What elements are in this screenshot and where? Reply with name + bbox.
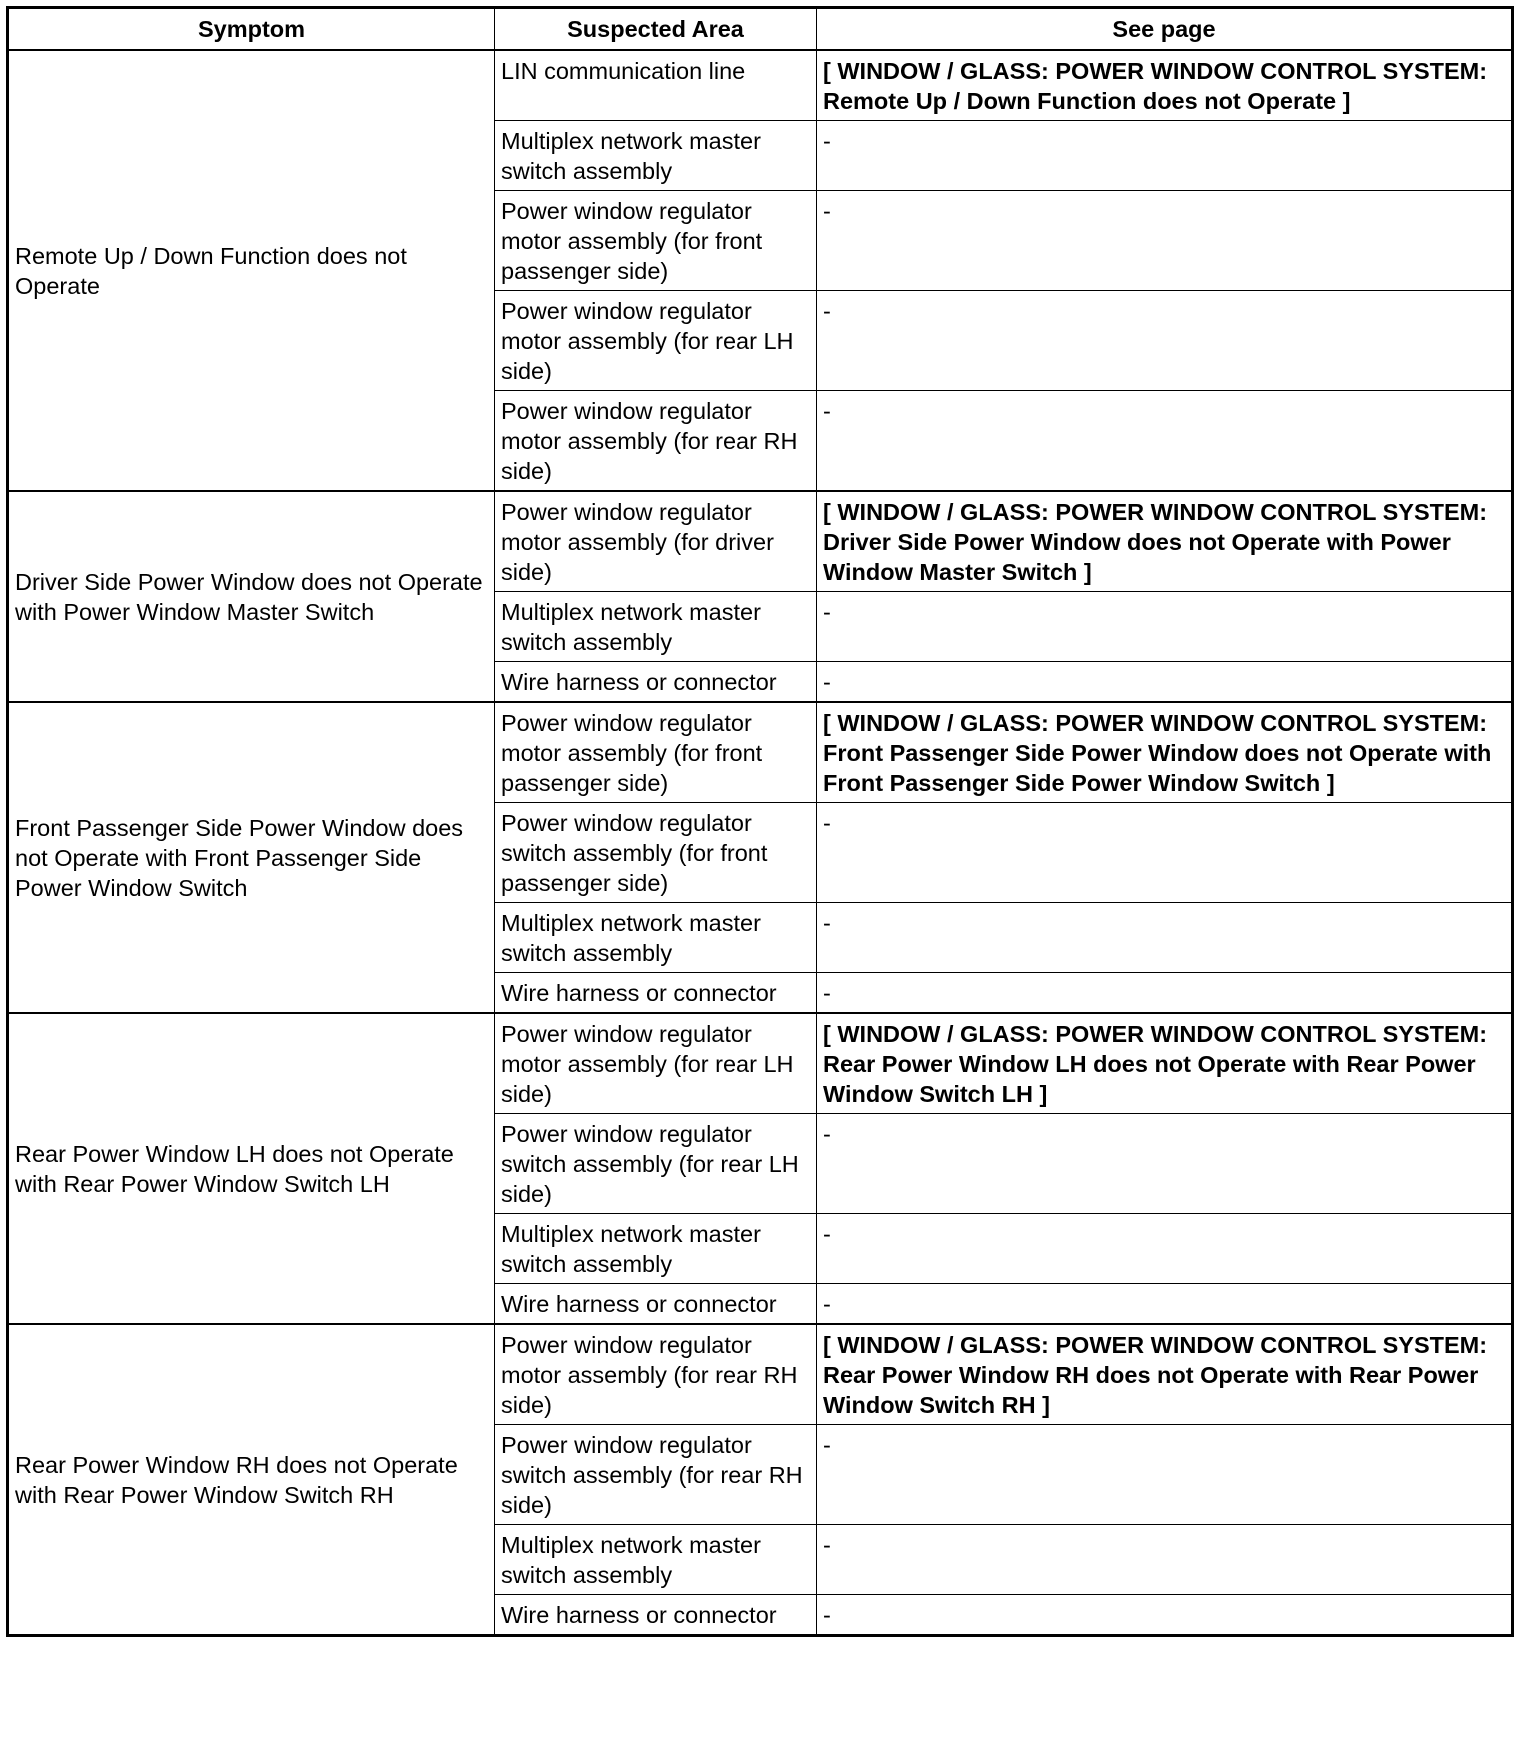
see-page-cell: - bbox=[817, 1425, 1513, 1525]
symptom-cell: Rear Power Window RH does not Operate with Rear Power Window Switch RH bbox=[8, 1324, 495, 1636]
suspected-area-cell: Wire harness or connector bbox=[495, 1595, 817, 1636]
see-page-cell: - bbox=[817, 903, 1513, 973]
suspected-area-cell: Power window regulator switch assembly (for rear LH side) bbox=[495, 1114, 817, 1214]
diagnosis-table bbox=[6, 6, 1514, 1637]
see-page-cell: - bbox=[817, 1595, 1513, 1636]
suspected-area-cell: Multiplex network master switch assembly bbox=[495, 903, 817, 973]
see-page-cell: - bbox=[817, 121, 1513, 191]
symptom-cell: Remote Up / Down Function does not Operate bbox=[8, 50, 495, 491]
see-page-cell: - bbox=[817, 803, 1513, 903]
see-page-cell: - bbox=[817, 391, 1513, 492]
suspected-area-cell: Power window regulator motor assembly (for front passenger side) bbox=[495, 191, 817, 291]
see-page-link[interactable]: [ WINDOW / GLASS: POWER WINDOW CONTROL SYSTEM: Rear Power Window LH does not Operate with Rear Power Window Switch LH ] bbox=[817, 1013, 1513, 1114]
suspected-area-cell: Wire harness or connector bbox=[495, 662, 817, 703]
see-page-cell: - bbox=[817, 592, 1513, 662]
suspected-area-cell: Power window regulator switch assembly (for rear RH side) bbox=[495, 1425, 817, 1525]
see-page-link[interactable]: [ WINDOW / GLASS: POWER WINDOW CONTROL SYSTEM: Remote Up / Down Function does not Operate ] bbox=[817, 50, 1513, 121]
table-row bbox=[8, 491, 1513, 592]
see-page-cell: - bbox=[817, 191, 1513, 291]
table-row bbox=[8, 50, 1513, 121]
suspected-area-cell: Power window regulator motor assembly (for rear RH side) bbox=[495, 391, 817, 492]
table-header-row bbox=[8, 8, 1513, 51]
table-row bbox=[8, 1324, 1513, 1425]
symptom-cell: Rear Power Window LH does not Operate with Rear Power Window Switch LH bbox=[8, 1013, 495, 1324]
suspected-area-cell: Multiplex network master switch assembly bbox=[495, 1525, 817, 1595]
table-row bbox=[8, 702, 1513, 803]
suspected-area-cell: Power window regulator motor assembly (for driver side) bbox=[495, 491, 817, 592]
symptom-cell: Front Passenger Side Power Window does not Operate with Front Passenger Side Power Window Switch bbox=[8, 702, 495, 1013]
suspected-area-cell: Power window regulator motor assembly (for rear LH side) bbox=[495, 1013, 817, 1114]
suspected-area-cell: Power window regulator motor assembly (for rear LH side) bbox=[495, 291, 817, 391]
see-page-cell: - bbox=[817, 1214, 1513, 1284]
see-page-link[interactable]: [ WINDOW / GLASS: POWER WINDOW CONTROL SYSTEM: Rear Power Window RH does not Operate with Rear Power Window Switch RH ] bbox=[817, 1324, 1513, 1425]
header-suspected-area: Suspected Area bbox=[495, 8, 817, 51]
see-page-cell: - bbox=[817, 1525, 1513, 1595]
see-page-cell: - bbox=[817, 1114, 1513, 1214]
see-page-cell: - bbox=[817, 662, 1513, 703]
see-page-link[interactable]: [ WINDOW / GLASS: POWER WINDOW CONTROL SYSTEM: Front Passenger Side Power Window does not Operate with Front Passenger Side Power Window Switch ] bbox=[817, 702, 1513, 803]
table-row bbox=[8, 1013, 1513, 1114]
suspected-area-cell: Power window regulator motor assembly (for front passenger side) bbox=[495, 702, 817, 803]
suspected-area-cell: Multiplex network master switch assembly bbox=[495, 1214, 817, 1284]
suspected-area-cell: LIN communication line bbox=[495, 50, 817, 121]
see-page-cell: - bbox=[817, 291, 1513, 391]
suspected-area-cell: Wire harness or connector bbox=[495, 973, 817, 1014]
header-see-page: See page bbox=[817, 8, 1513, 51]
suspected-area-cell: Wire harness or connector bbox=[495, 1284, 817, 1325]
suspected-area-cell: Multiplex network master switch assembly bbox=[495, 121, 817, 191]
suspected-area-cell: Multiplex network master switch assembly bbox=[495, 592, 817, 662]
see-page-cell: - bbox=[817, 973, 1513, 1014]
symptom-cell: Driver Side Power Window does not Operate with Power Window Master Switch bbox=[8, 491, 495, 702]
header-symptom: Symptom bbox=[8, 8, 495, 51]
suspected-area-cell: Power window regulator switch assembly (for front passenger side) bbox=[495, 803, 817, 903]
see-page-cell: - bbox=[817, 1284, 1513, 1325]
see-page-link[interactable]: [ WINDOW / GLASS: POWER WINDOW CONTROL SYSTEM: Driver Side Power Window does not Operate with Power Window Master Switch ] bbox=[817, 491, 1513, 592]
suspected-area-cell: Power window regulator motor assembly (for rear RH side) bbox=[495, 1324, 817, 1425]
